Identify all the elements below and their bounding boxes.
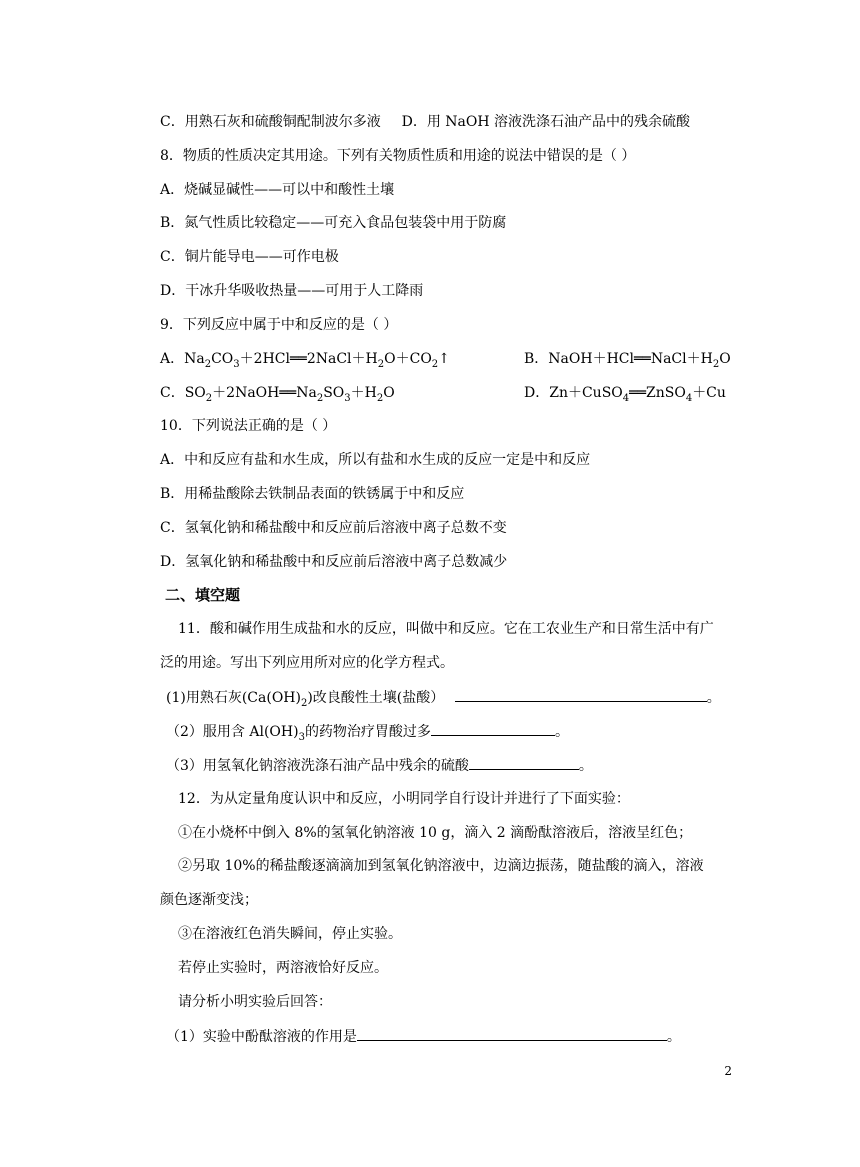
q11-sub3: （3）用氢氧化钠溶液洗涤石油产品中残余的硫酸 。 bbox=[166, 755, 593, 776]
q12-sub1: （1）实验中酚酞溶液的作用是 。 bbox=[166, 1026, 681, 1047]
q7-options-line bbox=[160, 112, 690, 132]
q11-sub3-answer-blank[interactable] bbox=[469, 755, 579, 770]
q11-sub1-answer-blank[interactable] bbox=[455, 687, 707, 702]
page-number: 2 bbox=[724, 1064, 732, 1078]
q8-stem: 8．物质的性质决定其用途。下列有关物质性质和用途的说法中错误的是（ ） bbox=[160, 148, 636, 164]
q8-option-b: B．氮气性质比较稳定——可充入食品包装袋中用于防腐 bbox=[160, 215, 507, 231]
q8-option-a: A．烧碱显碱性——可以中和酸性土壤 bbox=[160, 182, 395, 198]
q7-option-c: C．用熟石灰和硫酸铜配制波尔多液 bbox=[160, 114, 381, 130]
q12-prompt: 请分析小明实验后回答： bbox=[178, 994, 332, 1010]
q12-step2-line1: ②另取 10%的稀盐酸逐滴滴加到氢氧化钠溶液中，边滴边振荡，随盐酸的滴入，溶液 bbox=[178, 858, 704, 874]
q11-sub2: （2）服用含 $Al(OH)_3$的药物治疗胃酸过多 。 bbox=[166, 721, 569, 742]
q9-options-row2 bbox=[160, 383, 740, 403]
q10-option-a: A．中和反应有盐和水生成，所以有盐和水生成的反应一定是中和反应 bbox=[160, 452, 591, 468]
q8-option-d: D．干冰升华吸收热量——可用于人工降雨 bbox=[160, 283, 424, 299]
q10-option-b: B．用稀盐酸除去铁制品表面的铁锈属于中和反应 bbox=[160, 486, 465, 502]
q12-note: 若停止实验时，两溶液恰好反应。 bbox=[178, 960, 388, 976]
q12-sub1-answer-blank[interactable] bbox=[357, 1026, 667, 1041]
q12-step1: ①在小烧杯中倒入 8%的氢氧化钠溶液 10 g，滴入 2 滴酚酞溶液后，溶液呈红色； bbox=[178, 825, 693, 841]
q9-option-d: D．Zn＋CuSO$_4$══ZnSO$_4$＋Cu bbox=[524, 385, 726, 404]
q12-step3: ③在溶液红色消失瞬间，停止实验。 bbox=[178, 926, 402, 942]
q11-stem-line1: 11．酸和碱作用生成盐和水的反应，叫做中和反应。它在工农业生产和日常生活中有广 bbox=[178, 621, 714, 637]
section-heading-fill-in: 二、填空题 bbox=[165, 586, 241, 604]
q12-stem: 12．为从定量角度认识中和反应，小明同学自行设计并进行了下面实验： bbox=[178, 791, 630, 807]
q9-option-a: A．$Na_2CO_3+2HCl══2NaCl+H_2O+CO_2↑$ bbox=[160, 351, 450, 370]
q7-option-d: D．用 NaOH 溶液洗涤石油产品中的残余硫酸 bbox=[401, 114, 691, 130]
q11-sub1: (1)用熟石灰$(Ca(OH)_2)$改良酸性土壤(盐酸） 。 bbox=[166, 687, 721, 708]
q12-step2-line2: 颜色逐渐变浅； bbox=[160, 892, 258, 908]
q11-stem-line2: 泛的用途。写出下列应用所对应的化学方程式。 bbox=[160, 655, 454, 671]
q8-option-c: C．铜片能导电——可作电极 bbox=[160, 249, 339, 265]
q9-stem: 9．下列反应中属于中和反应的是（ ） bbox=[160, 317, 398, 333]
q10-option-c: C．氢氧化钠和稀盐酸中和反应前后溶液中离子总数不变 bbox=[160, 520, 507, 536]
q10-option-d: D．氢氧化钠和稀盐酸中和反应前后溶液中离子总数减少 bbox=[160, 554, 508, 570]
q11-sub2-answer-blank[interactable] bbox=[431, 721, 555, 736]
q10-stem: 10．下列说法正确的是（ ） bbox=[160, 418, 337, 434]
q9-option-b: B．$NaOH+HCl══NaCl+H_2O$ bbox=[524, 351, 731, 370]
q9-options-row1 bbox=[160, 349, 740, 369]
q9-option-c: C．$SO_2+2NaOH══Na_2SO_3+H_2O$ bbox=[160, 385, 395, 404]
